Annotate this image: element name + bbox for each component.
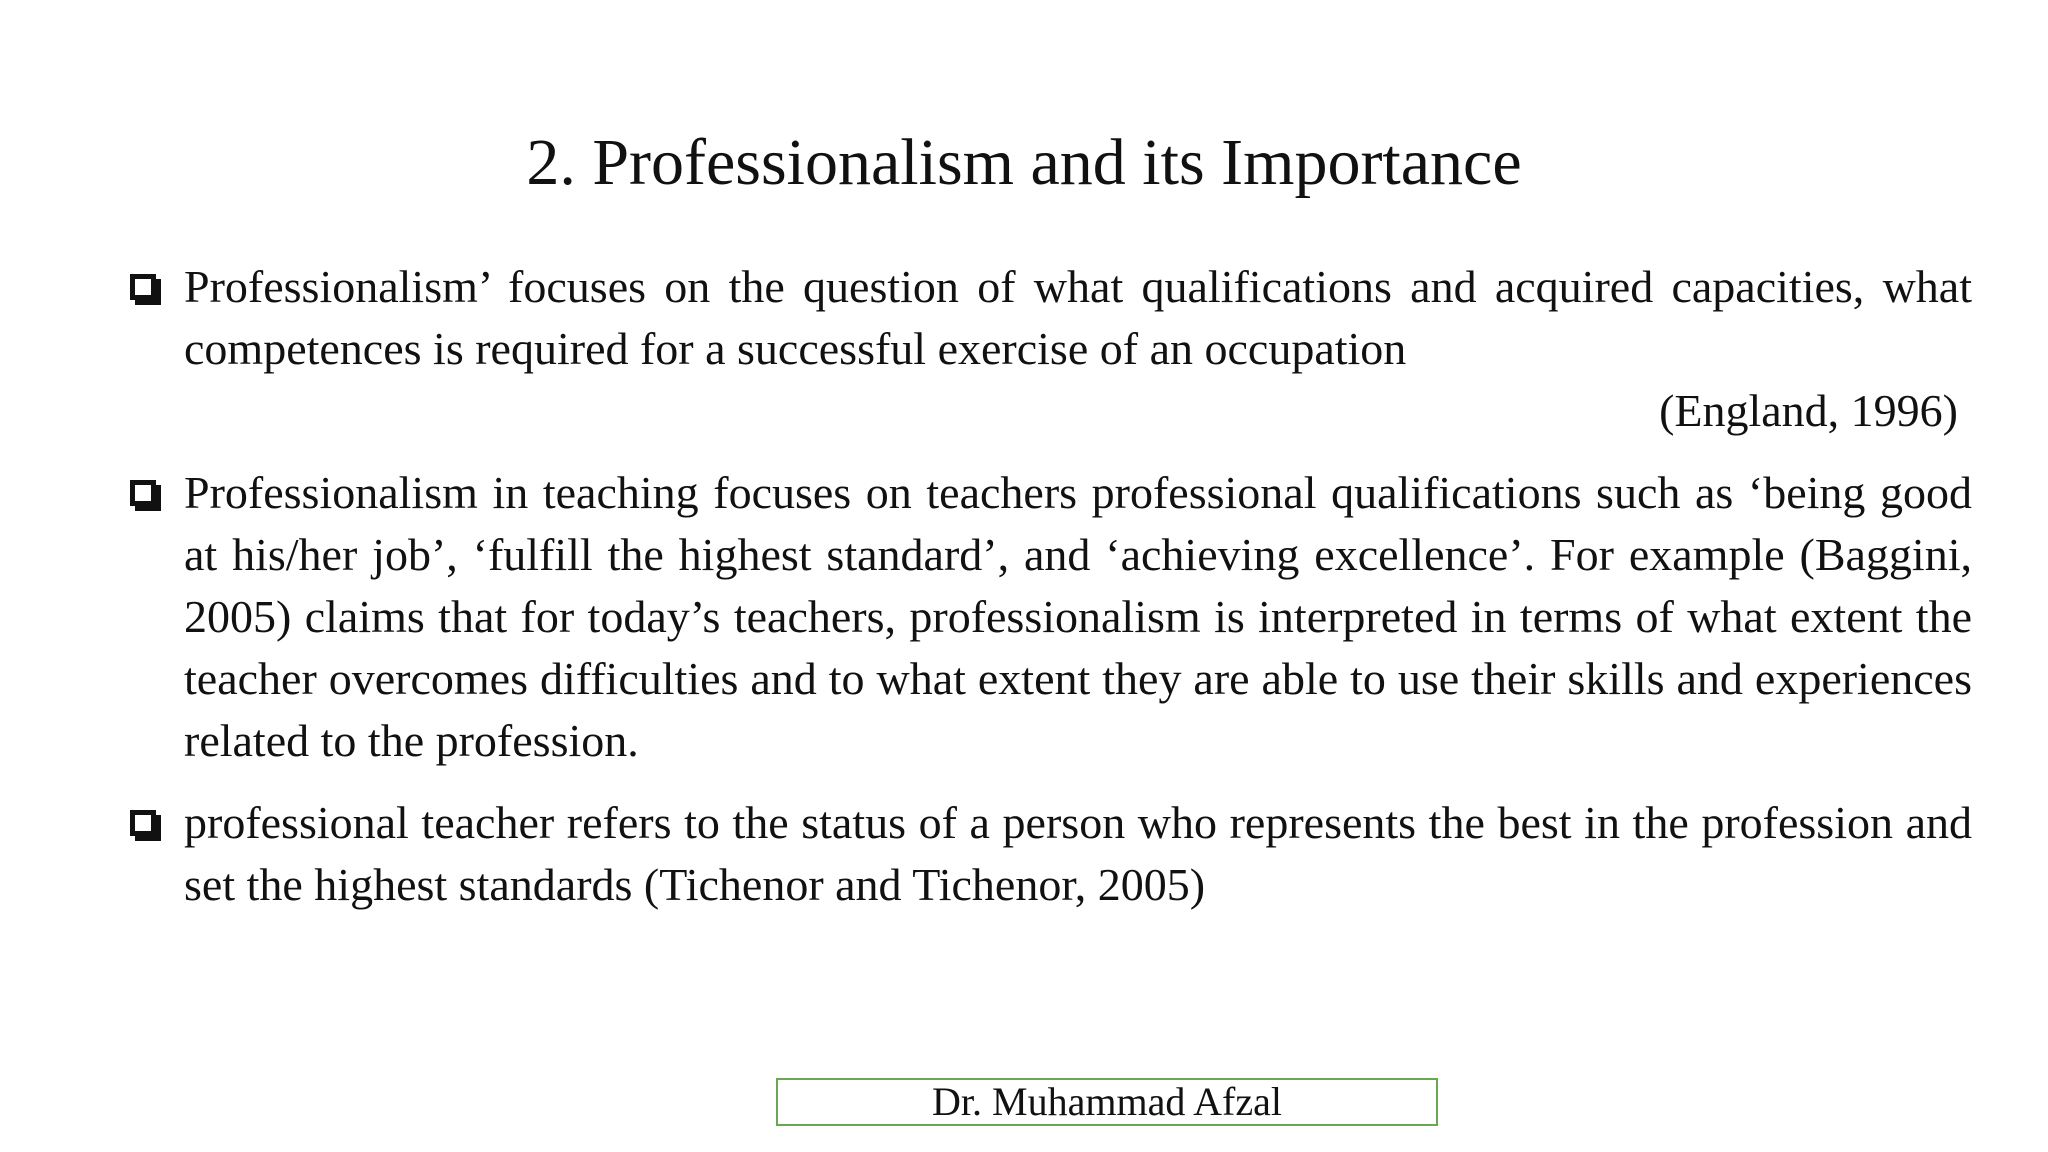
checkbox-square-icon xyxy=(130,480,156,506)
slide-title: 2. Professionalism and its Importance xyxy=(526,126,1522,199)
bullet-item-3 xyxy=(130,792,1972,916)
bullet-item-2 xyxy=(130,462,1972,772)
checkbox-square-icon xyxy=(130,810,156,836)
bullet-list xyxy=(130,256,1972,916)
author-footer: Dr. Muhammad Afzal xyxy=(776,1078,1438,1126)
bullet-text: professional teacher refers to the status of a person who represents the best in the profession and set the highest standards (Tichenor and Tichenor, 2005) xyxy=(184,797,1972,910)
bullet-item-1 xyxy=(130,256,1972,442)
bullet-citation: (England, 1996) xyxy=(1659,385,1958,436)
checkbox-square-icon xyxy=(130,274,156,300)
bullet-text: Professionalism in teaching focuses on teachers professional qualifications such as ‘being good at his/her job’, ‘fulfill the highest standard’, and ‘achieving excellence’. For example (Baggini, 2005) claims that for today’s teachers, professionalism is interpreted in terms of what extent the teacher overcomes difficulties and to what extent they are able to use their skills and experiences related to the profession. xyxy=(184,467,1972,766)
bullet-text: Professionalism’ focuses on the question of what qualifications and acquired capacities, what competences is required for a successful exercise of an occupation xyxy=(184,261,1972,374)
